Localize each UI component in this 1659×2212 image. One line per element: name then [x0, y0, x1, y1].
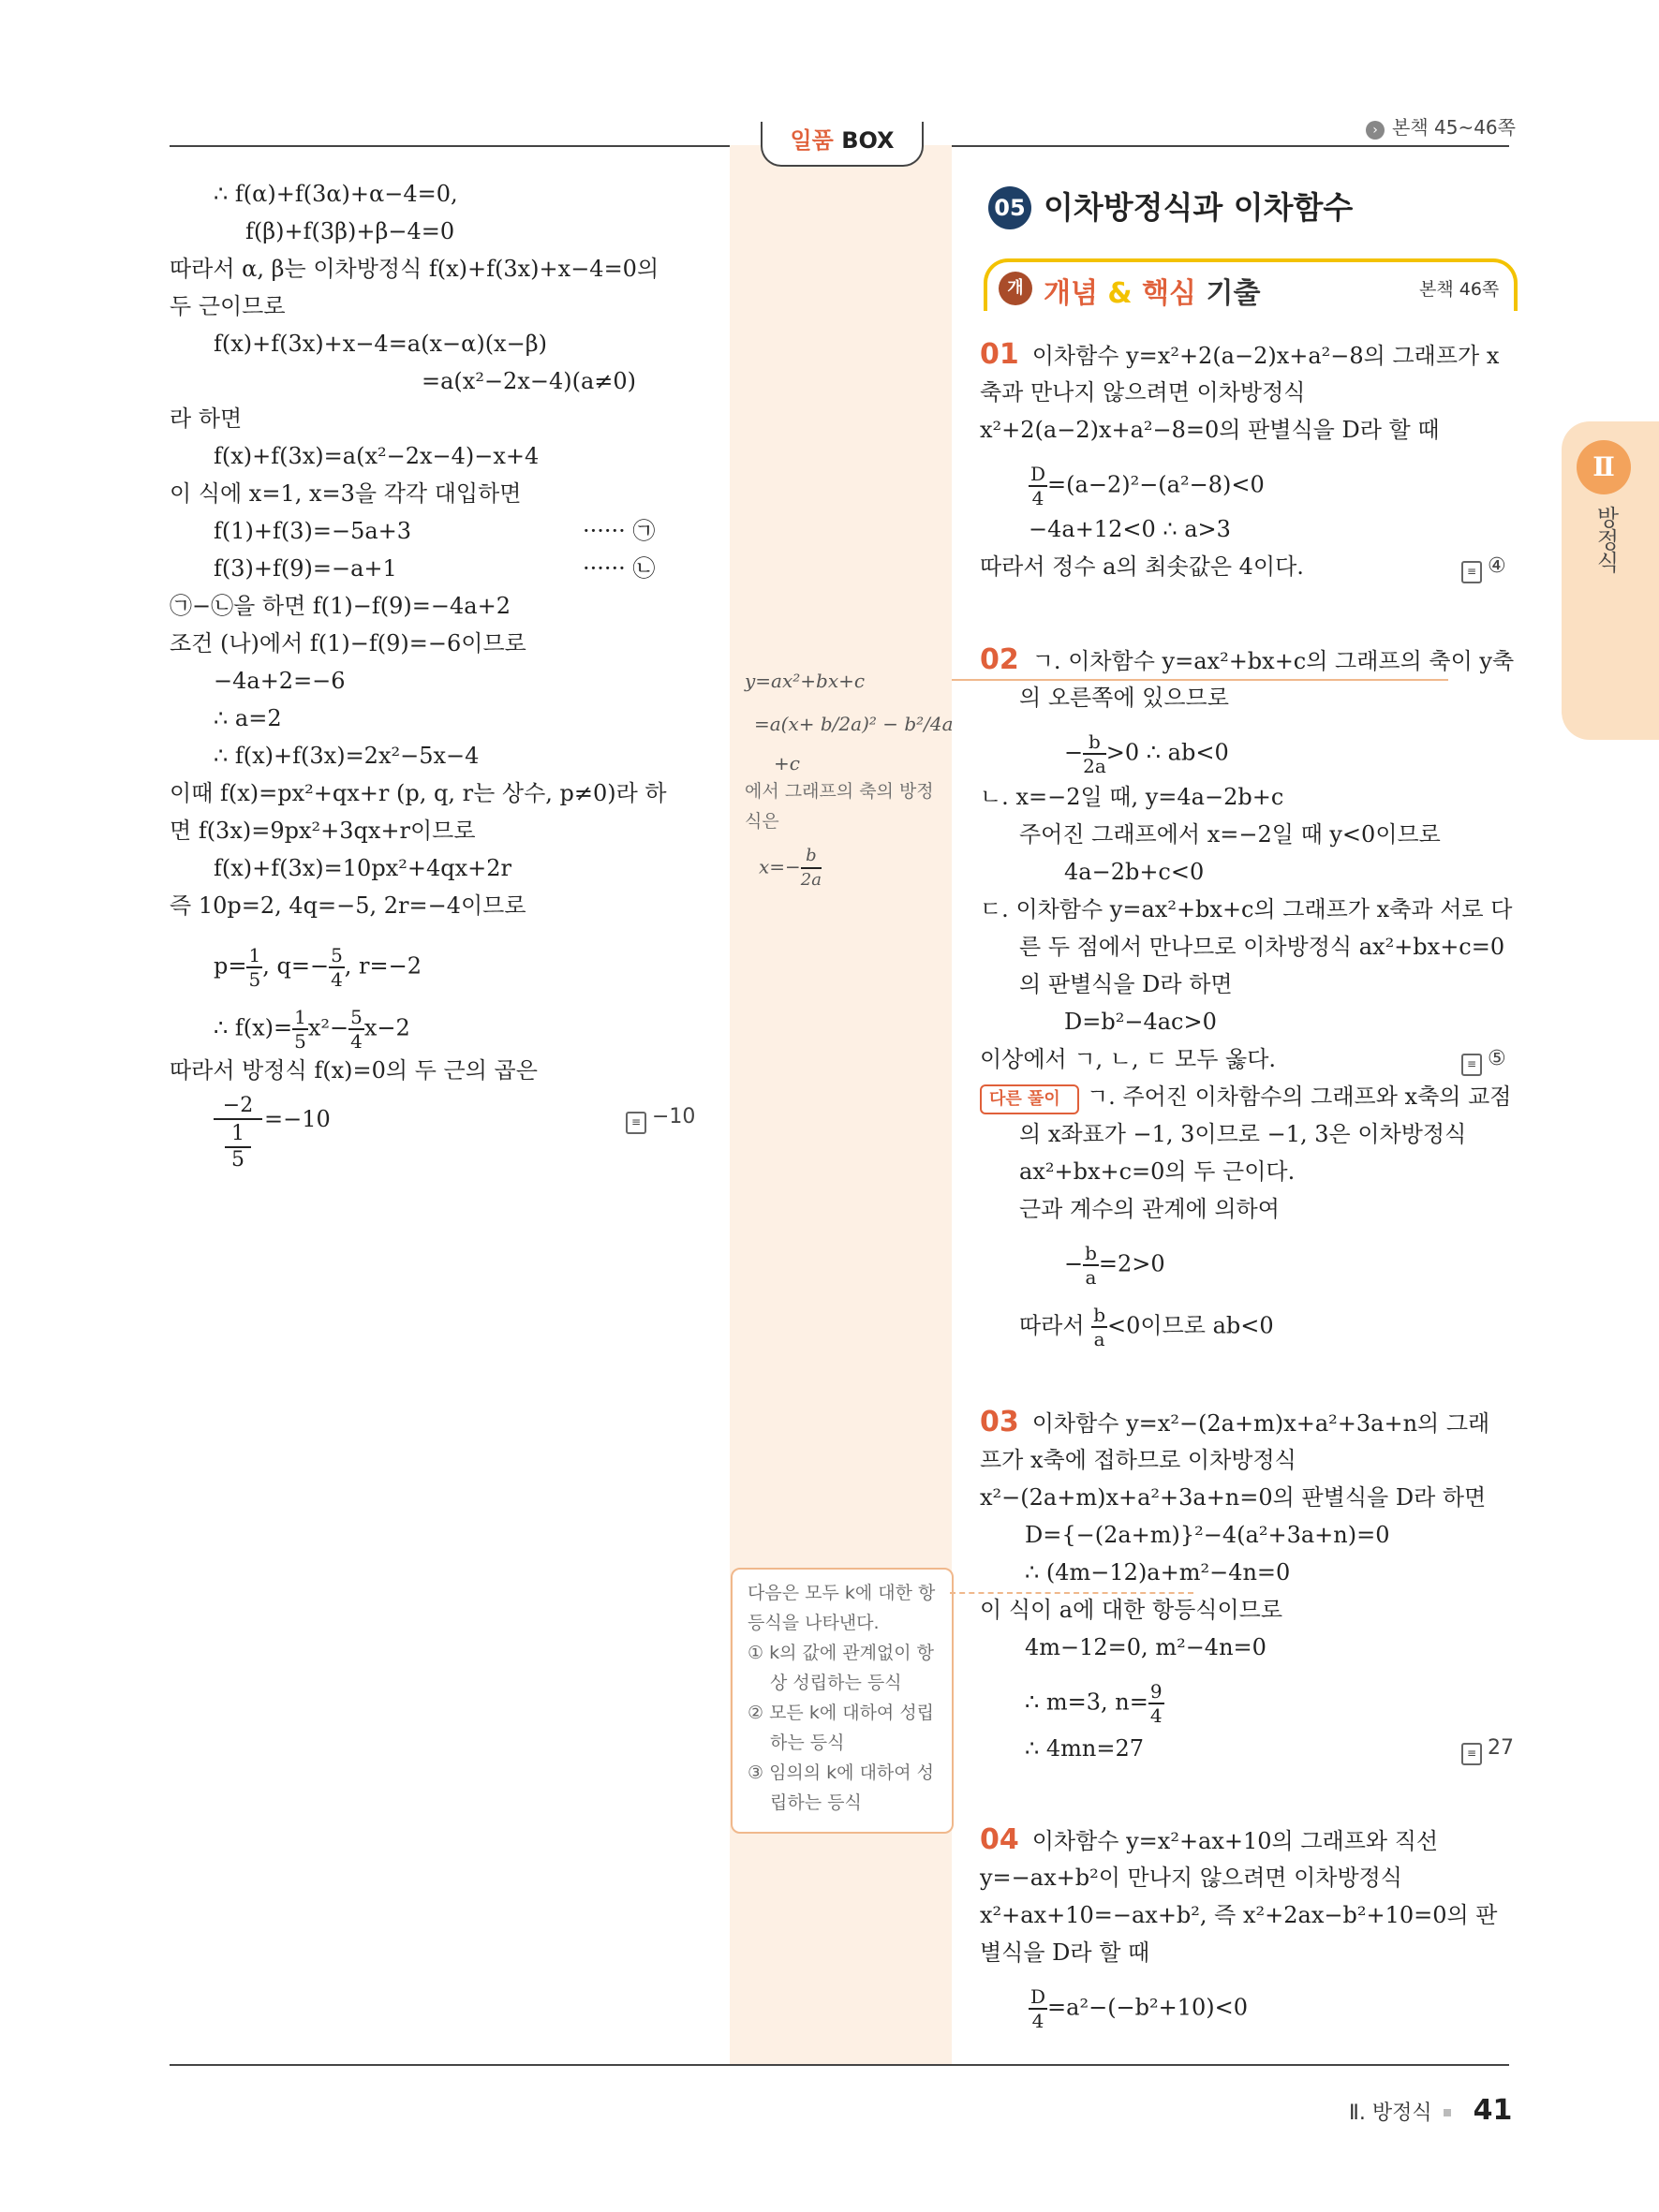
answer	[626, 1105, 695, 1134]
footer	[1349, 2094, 1512, 2127]
left-line: =a(x²−2x−4)(a≠0)	[422, 368, 637, 394]
pqr-line	[214, 944, 422, 991]
fraction	[329, 944, 345, 991]
bottom-rule	[170, 2064, 1509, 2066]
section-title: 이차방정식과 이차함수	[1044, 189, 1354, 226]
numerator: 1	[248, 944, 261, 966]
problem-line: 별식을 D라 할 때	[980, 1939, 1150, 1966]
problem-number: 03	[980, 1406, 1019, 1438]
answer-value: −10	[652, 1105, 696, 1128]
problem-line: ax²+bx+c=0의 두 근이다.	[1019, 1158, 1296, 1185]
text: −	[1064, 739, 1084, 766]
denominator: 4	[350, 1030, 363, 1053]
complex-fraction	[214, 1094, 262, 1172]
problem-line: ∴ (4m−12)a+m²−4n=0	[1025, 1559, 1291, 1585]
left-line: 따라서 α, β는 이차방정식 f(x)+f(3x)+x−4=0의	[170, 256, 659, 282]
denominator: 4	[331, 968, 343, 991]
footer-chapter: Ⅱ. 방정식	[1349, 2101, 1432, 2125]
text: −	[1064, 1250, 1084, 1277]
fraction	[1029, 1985, 1047, 2032]
answer-icon: ≡	[1461, 561, 1482, 583]
numerator: 9	[1149, 1680, 1163, 1703]
arrow-icon: ›	[1366, 121, 1385, 140]
text: <0이므로 ab<0	[1107, 1312, 1274, 1339]
chapter-numeral: Ⅱ	[1577, 440, 1631, 494]
text: 이차함수 y=x²+ax+10의 그래프와 직선	[1031, 1828, 1439, 1854]
result: =−10	[264, 1106, 331, 1132]
alt-solution-badge: 다른 풀이	[980, 1084, 1079, 1114]
text: >0 ∴ ab<0	[1105, 739, 1229, 766]
denominator: 5	[248, 968, 261, 991]
numerator: 1	[294, 1006, 306, 1028]
answer-icon: ≡	[1461, 1054, 1482, 1076]
page-ref-text: 본책 45~46쪽	[1392, 116, 1516, 139]
fx-line	[214, 1006, 410, 1053]
denominator: a	[1093, 1328, 1105, 1350]
fraction	[801, 845, 822, 892]
banner-title	[1044, 270, 1260, 311]
book-icon: 개	[999, 272, 1032, 305]
answer	[1461, 554, 1506, 583]
left-line: f(x)+f(3x)=10px²+4qx+2r	[214, 855, 511, 881]
note-text: 식은	[745, 811, 779, 832]
problem-line: D={−(2a+m)}²−4(a²+3a+n)=0	[1025, 1522, 1390, 1548]
problem-line: 프가 x축에 접하므로 이차방정식	[980, 1447, 1296, 1473]
problem-line: ㄴ. x=−2일 때, y=4a−2b+c	[980, 784, 1284, 810]
problem-line: D=b²−4ac>0	[1064, 1009, 1217, 1035]
numerator: −2	[214, 1094, 262, 1120]
problem-line: x²−(2a+m)x+a²+3a+n=0의 판별식을 D라 하면	[980, 1484, 1487, 1511]
text: 개념	[1044, 277, 1098, 310]
problem-line: 근과 계수의 관계에 의하여	[1019, 1196, 1280, 1222]
text: , r=−2	[344, 952, 422, 980]
left-line: 조건 (나)에서 f(1)−f(9)=−6이므로	[170, 630, 526, 656]
problem-line: 른 두 점에서 만나므로 이차방정식 ax²+bx+c=0	[1019, 934, 1505, 960]
problem-line: 4a−2b+c<0	[1064, 859, 1205, 885]
answer-value: 27	[1488, 1736, 1514, 1760]
denominator: a	[1085, 1266, 1097, 1289]
text: , q=−	[262, 952, 330, 980]
note-line: 하는 등식	[770, 1733, 845, 1753]
fraction	[348, 1006, 364, 1053]
box-title: BOX	[841, 127, 895, 154]
answer	[1461, 1736, 1514, 1765]
left-line: ㉠−㉡을 하면 f(1)−f(9)=−4a+2	[170, 593, 511, 619]
note-line: ① k의 값에 관계없이 항	[748, 1643, 935, 1663]
text: 기출	[1206, 277, 1261, 310]
chapter-label: 방정식	[1592, 506, 1619, 573]
problem-line: 의 판별식을 D라 하면	[1019, 971, 1233, 997]
problem-line	[1025, 1680, 1164, 1727]
problem-line: ㄷ. 이차함수 y=ax²+bx+c의 그래프가 x축과 서로 다	[980, 896, 1513, 922]
denominator: 2a	[800, 870, 822, 890]
banner-ref: 본책 46쪽	[1419, 279, 1500, 300]
note-line: 립하는 등식	[770, 1792, 862, 1813]
left-line: 따라서 방정식 f(x)=0의 두 근의 곱은	[170, 1057, 538, 1084]
left-line: ∴ a=2	[214, 705, 282, 731]
numerator: b	[1083, 730, 1106, 755]
problem-line	[980, 1824, 1438, 1857]
page-number: 41	[1473, 2094, 1513, 2127]
denominator-bottom: 5	[231, 1148, 244, 1172]
note-text: 에서 그래프의 축의 방정	[745, 781, 934, 802]
problem-number: 02	[980, 643, 1019, 676]
problem-line: 의 오른쪽에 있으므로	[1019, 685, 1229, 711]
problem-line: 4m−12=0, m²−4n=0	[1025, 1634, 1266, 1660]
fraction	[1091, 1304, 1107, 1350]
answer	[1461, 1047, 1506, 1076]
problem-line: 주어진 그래프에서 x=−2일 때 y<0이므로	[1019, 821, 1441, 848]
problem-line: 이상에서 ㄱ, ㄴ, ㄷ 모두 옳다.	[980, 1046, 1277, 1072]
note-line: 다음은 모두 k에 대한 항	[748, 1583, 936, 1603]
left-line: 면 f(3x)=9px²+3qx+r이므로	[170, 818, 476, 844]
text: =2>0	[1098, 1250, 1165, 1277]
text: 핵심	[1142, 277, 1197, 310]
connector-line	[952, 679, 1448, 681]
text: 따라서	[1019, 1312, 1085, 1339]
note-line: 등식을 나타낸다.	[748, 1613, 880, 1633]
text: p=	[214, 952, 247, 980]
note-math: y=ax²+bx+c	[745, 670, 866, 692]
left-line: 라 하면	[170, 406, 243, 432]
left-line: f(1)+f(3)=−5a+3	[214, 518, 412, 544]
text: ㄱ. 이차함수 y=ax²+bx+c의 그래프의 축이 y축	[1031, 648, 1515, 674]
box-title-red: 일품	[790, 127, 834, 154]
problem-line: 의 x좌표가 −1, 3이므로 −1, 3은 이차방정식	[1019, 1121, 1467, 1147]
problem-line: −4a+12<0 ∴ a>3	[1029, 516, 1231, 542]
text: &	[1107, 277, 1133, 310]
note-math	[759, 845, 822, 892]
left-line: f(3)+f(9)=−a+1	[214, 555, 397, 582]
left-line: f(x)+f(3x)+x−4=a(x−α)(x−β)	[214, 331, 547, 357]
problem-line	[1019, 1304, 1274, 1350]
left-line: 즉 10p=2, 4q=−5, 2r=−4이므로	[170, 892, 526, 919]
text: x−2	[363, 1014, 410, 1041]
left-line: ∴ f(x)+f(3x)=2x²−5x−4	[214, 743, 480, 769]
problem-line	[1064, 730, 1229, 777]
note-line: ③ 임의의 k에 대하여 성	[748, 1762, 935, 1783]
problem-line: y=−ax+b²이 만나지 않으려면 이차방정식	[980, 1865, 1402, 1891]
problem-line: ㄱ. 주어진 이차함수의 그래프와 x축의 교점	[1087, 1084, 1512, 1110]
text: x=−	[759, 855, 801, 878]
left-line: −4a+2=−6	[214, 668, 346, 694]
problem-line: x²+ax+10=−ax+b², 즉 x²+2ax−b²+10=0의 판	[980, 1902, 1498, 1928]
left-line: f(β)+f(3β)+β−4=0	[245, 218, 455, 244]
answer-icon: ≡	[626, 1112, 646, 1134]
problem-number: 01	[980, 338, 1019, 371]
answer-value: ④	[1488, 554, 1506, 578]
numerator: D	[1030, 1985, 1046, 2008]
separator	[1444, 2109, 1451, 2116]
denominator: 4	[1031, 2010, 1044, 2032]
equation-marker: ······ ㉡	[583, 555, 656, 582]
fraction	[1148, 1680, 1164, 1727]
left-line: 두 근이므로	[170, 293, 286, 319]
note-line: ② 모든 k에 대하여 성립	[748, 1703, 935, 1723]
equation-marker: ······ ㉠	[583, 518, 656, 544]
problem-line	[980, 339, 1499, 372]
numerator: 5	[331, 944, 343, 966]
fraction	[246, 944, 262, 991]
section-number: 05	[988, 186, 1031, 229]
fraction	[1083, 1242, 1099, 1289]
note-line: 상 성립하는 등식	[770, 1673, 902, 1693]
denominator: 2a	[1083, 755, 1106, 777]
note-math: +c	[774, 752, 800, 774]
page-reference	[1366, 112, 1516, 140]
fraction	[1029, 463, 1047, 509]
answer-value: ⑤	[1488, 1047, 1506, 1070]
problem-line: 축과 만나지 않으려면 이차방정식	[980, 379, 1306, 406]
text: ∴ m=3, n=	[1025, 1688, 1148, 1716]
problem-line	[1029, 463, 1265, 509]
answer-icon: ≡	[1461, 1743, 1482, 1765]
numerator: b	[1085, 1242, 1097, 1264]
problem-number: 04	[980, 1823, 1019, 1856]
problem-line	[1064, 1242, 1165, 1289]
numerator: b	[1093, 1304, 1106, 1326]
text: 이차함수 y=x²−(2a+m)x+a²+3a+n의 그래	[1031, 1410, 1490, 1437]
left-line: ∴ f(α)+f(3α)+α−4=0,	[214, 181, 458, 207]
left-line: 이때 f(x)=px²+qx+r (p, q, r는 상수, p≠0)라 하	[170, 780, 667, 806]
left-line: 이 식에 x=1, x=3을 각각 대입하면	[170, 480, 522, 507]
note-math: =a(x+ b/2a)² − b²/4a	[754, 713, 954, 735]
fraction	[292, 1006, 308, 1053]
problem-line	[980, 644, 1514, 677]
box-tab	[761, 122, 924, 167]
text: =(a−2)²−(a²−8)<0	[1047, 471, 1265, 498]
text: =a²−(−b²+10)<0	[1047, 1994, 1249, 2021]
numerator: b	[801, 845, 822, 869]
problem-line: ∴ 4mn=27	[1025, 1735, 1145, 1762]
problem-line: x²+2(a−2)x+a²−8=0의 판별식을 D라 할 때	[980, 417, 1440, 443]
text: 이차함수 y=x²+2(a−2)x+a²−8의 그래프가 x	[1031, 343, 1500, 369]
problem-line: 이 식이 a에 대한 항등식이므로	[980, 1597, 1283, 1623]
denominator: 4	[1031, 487, 1044, 509]
numerator: 5	[350, 1006, 363, 1028]
denominator-top: 1	[225, 1122, 251, 1148]
numerator: D	[1030, 463, 1046, 485]
problem-line: 따라서 정수 a의 최솟값은 4이다.	[980, 553, 1304, 580]
problem-line	[1029, 1985, 1248, 2032]
text: x²−	[307, 1014, 349, 1041]
left-line: f(x)+f(3x)=a(x²−2x−4)−x+4	[214, 443, 540, 469]
denominator: 4	[1149, 1704, 1163, 1727]
denominator: 5	[294, 1030, 306, 1053]
text: ∴ f(x)=	[214, 1014, 293, 1041]
problem-line	[980, 1407, 1489, 1439]
fraction	[1083, 730, 1106, 777]
